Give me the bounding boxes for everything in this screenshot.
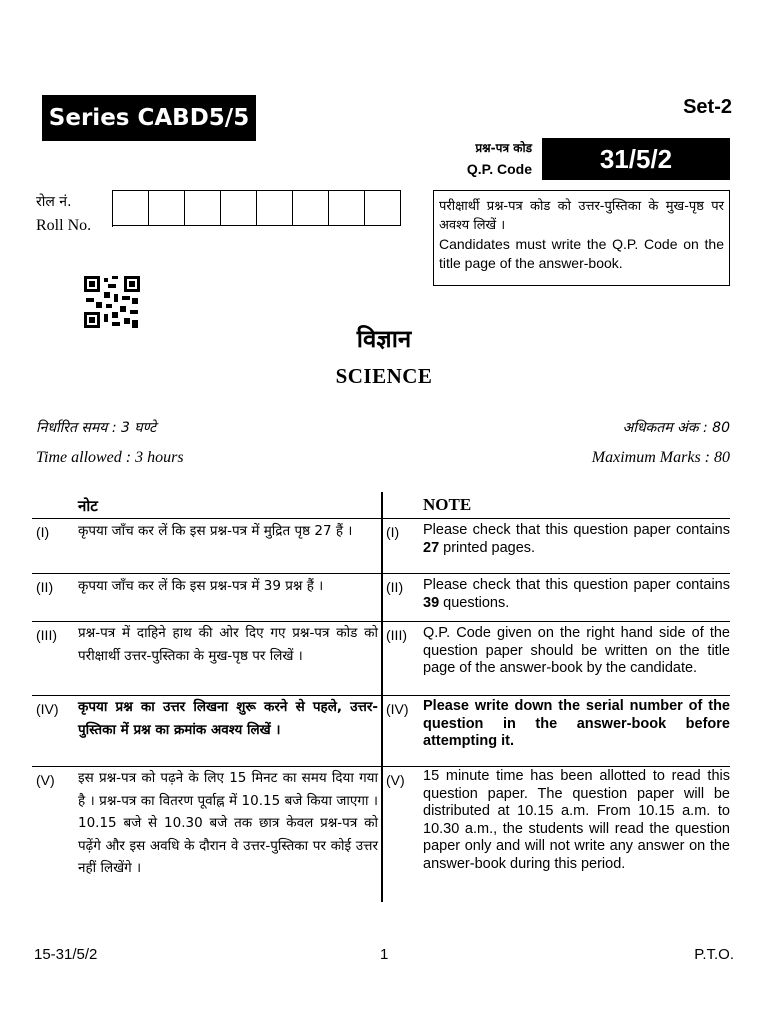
note-iii-hindi: प्रश्न-पत्र में दाहिने हाथ की ओर दिए गए प्रश्न-पत्र कोड को परीक्षार्थी उत्तर-पुस्तिका के मुख-पृष्ठ पर लिखें । <box>78 625 378 664</box>
qp-code-label-english: Q.P. Code <box>466 161 532 177</box>
note-ii-english-count: 39 <box>423 594 440 611</box>
instruction-hindi: परीक्षार्थी प्रश्न-पत्र कोड को उत्तर-पुस्तिका के मुख-पृष्ठ पर अवश्य लिखें । <box>439 199 724 233</box>
roll-digit-box[interactable] <box>149 190 185 226</box>
column-divider <box>381 492 383 902</box>
note-ii-english-post: questions. <box>439 594 510 611</box>
note-iv-english: Please write down the serial number of the question in the answer-book before attempting it. <box>423 698 730 749</box>
note-number-hindi: (V) <box>36 772 55 788</box>
note-i-english-pre: Please check that this question paper contains <box>423 522 730 538</box>
roll-number-boxes[interactable] <box>112 190 401 227</box>
note-number-hindi: (II) <box>36 579 54 595</box>
note-number-english: (IV) <box>386 701 409 717</box>
note-heading-english: NOTE <box>423 495 472 514</box>
time-allowed-english: Time allowed : 3 hours <box>36 449 184 466</box>
series-badge: Series CABD5/5 <box>42 95 256 141</box>
note-number-english: (V) <box>386 772 405 788</box>
max-marks-hindi: अधिकतम अंक : 80 <box>622 420 730 436</box>
roll-digit-box[interactable] <box>185 190 221 226</box>
subject-title-hindi: विज्ञान <box>356 325 412 353</box>
note-iv-hindi: कृपया प्रश्न का उत्तर लिखना शुरू करने से पहले, उत्तर-पुस्तिका में प्रश्न का क्रमांक अवश्य लिखें । <box>78 699 378 738</box>
roll-digit-box[interactable] <box>221 190 257 226</box>
roll-digit-box[interactable] <box>113 190 149 226</box>
note-v-hindi: इस प्रश्न-पत्र को पढ़ने के लिए 15 मिनट का समय दिया गया है । प्रश्न-पत्र का वितरण पूर्वाह्न में 10.15 बजे किया जाएगा । 10.15 बजे से 10.30 बजे तक छात्र केवल प्रश्न-पत्र को पढ़ेंगे और इस अवधि के दौरान वे उत्तर-पुस्तिका पर कोई उत्तर नहीं लिखेंगे । <box>78 770 378 876</box>
note-number-english: (I) <box>386 524 400 540</box>
roll-number-label <box>36 190 91 238</box>
qr-code-icon <box>84 276 140 328</box>
pto-label: P.T.O. <box>694 946 734 963</box>
note-iii-english: Q.P. Code given on the right hand side of the question paper should be written on the title page of the answer-book by the candidate. <box>423 625 730 676</box>
roll-digit-box[interactable] <box>293 190 329 226</box>
note-number-english: (III) <box>386 627 407 643</box>
note-i-english-count: 27 <box>423 539 440 556</box>
max-marks-english: Maximum Marks : 80 <box>591 449 730 466</box>
note-text-hindi <box>78 574 378 598</box>
page-number: 1 <box>380 946 389 963</box>
note-v-english: 15 minute time has been allotted to read this question paper. The question paper will be distributed at 10.15 a.m. From 10.15 a.m. to 10.30 a.m., the students will read the question paper only and will not write any answer on the answer-book during this period. <box>423 768 730 872</box>
note-number-hindi: (I) <box>36 524 50 540</box>
note-ii-english-pre: Please check that this question paper contains <box>423 577 730 593</box>
note-text-hindi <box>78 519 378 543</box>
instruction-english: Candidates must write the Q.P. Code on the title page of the answer-book. <box>439 236 724 271</box>
note-heading-hindi: नोट <box>78 497 98 515</box>
note-number-english: (II) <box>386 579 404 595</box>
roll-label-hindi: रोल नं. <box>36 194 72 210</box>
qp-code-label <box>432 138 532 180</box>
note-number-hindi: (III) <box>36 627 57 643</box>
subject-title-english: SCIENCE <box>335 364 433 388</box>
qp-code-label-hindi: प्रश्न-पत्र कोड <box>475 141 532 155</box>
roll-digit-box[interactable] <box>257 190 293 226</box>
note-text-english <box>423 577 730 612</box>
qp-code-value: 31/5/2 <box>542 138 730 180</box>
time-allowed-hindi: निर्धारित समय : 3 घण्टे <box>36 420 157 436</box>
set-label: Set-2 <box>683 96 732 118</box>
roll-label-english: Roll No. <box>36 217 92 234</box>
note-i-hindi: कृपया जाँच कर लें कि इस प्रश्न-पत्र में मुद्रित पृष्ठ 27 हैं । <box>78 523 353 539</box>
qp-code-instruction-box <box>433 190 730 286</box>
note-number-hindi: (IV) <box>36 701 59 717</box>
footer-paper-code: 15-31/5/2 <box>34 946 98 963</box>
roll-digit-box[interactable] <box>365 190 401 226</box>
note-i-english-post: printed pages. <box>439 539 536 556</box>
roll-digit-box[interactable] <box>329 190 365 226</box>
note-text-english <box>423 522 730 557</box>
note-ii-hindi: कृपया जाँच कर लें कि इस प्रश्न-पत्र में 39 प्रश्न हैं । <box>78 578 324 594</box>
